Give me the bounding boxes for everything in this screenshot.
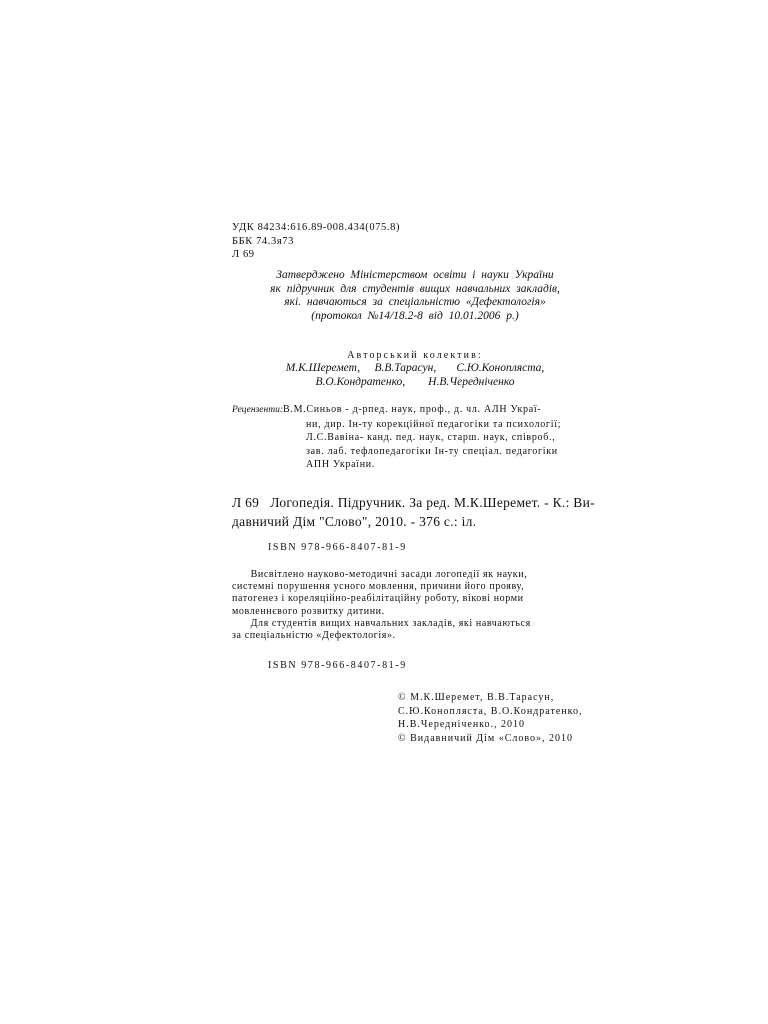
copyright-line: © Видавничий Дім «Слово», 2010: [398, 732, 574, 744]
copyright-line: С.Ю.Конопляста, В.О.Кондратенко,: [398, 705, 583, 717]
reviewer-line: АПН України.: [306, 459, 376, 471]
approval-line: Затверджено Міністерством освіти і науки України: [276, 269, 554, 281]
annotation: [232, 569, 600, 642]
reviewer-line: ни, дир. Ін-ту корекційної педагогіки та психології;: [306, 418, 562, 430]
copyright-line: Н.В.Чередніченко., 2010: [398, 719, 526, 730]
isbn-number: ISBN 978-966-8407-81-9: [268, 542, 407, 553]
isbn-number: ISBN 978-966-8407-81-9: [268, 660, 407, 671]
annotation-line: системні порушення усного мовлення, причини його прояву,: [232, 581, 525, 593]
biblio-line: Л 69 Логопедія. Підручник. За ред. М.К.Шеремет. - К.: Ви-: [232, 495, 595, 510]
bibliographic-entry: [232, 493, 598, 531]
approval-line: як підручник для студентів вищих навчальних закладів,: [270, 282, 560, 295]
udk-code: УДК 84234:616.89-008.434(075.8): [232, 222, 401, 233]
bbk-code: ББК 74.3я73: [232, 235, 294, 247]
reviewer-line: Л.С.Вавіна- канд. пед. наук, старш. наук, співроб.,: [306, 432, 556, 444]
reviewer-line: зав. лаб. тефлопедагогіки Ін-ту спеціал. педагогіки: [306, 445, 558, 457]
classification-block: [232, 221, 400, 262]
authors-heading: Авторський колектив:: [347, 350, 483, 361]
authors-line: В.О.Кондратенко, Н.В.Чередніченко: [315, 375, 515, 388]
approval-line: (протокол №14/18.2-8 від 10.01.2006 р.): [311, 309, 519, 322]
copyright-block: [398, 691, 582, 745]
approval-line: які. навчаються за спеціальністю «Дефектологія»: [284, 296, 546, 309]
authors-line: М.К.Шеремет, В.В.Тарасун, С.Ю.Конопляста,: [285, 362, 545, 374]
annotation-line: за спеціальністю «Дефектологія».: [232, 630, 396, 642]
biblio-line: давничий Дім "Слово", 2010. - 376 с.: іл.: [232, 514, 477, 529]
ministry-approval: [232, 269, 598, 323]
reviewers-label: Рецензенти:: [232, 405, 284, 415]
annotation-line: Висвітлено науково-методичні засади логопедії як науки,: [232, 569, 528, 580]
annotation-line: мовленнєвого розвитку дитини.: [232, 605, 385, 617]
copyright-line: © М.К.Шеремет, В.В.Тарасун,: [398, 692, 555, 703]
reviewer-line: В.М.Синьов - д-рпед. наук, проф., д. чл. АЛН Украї-: [283, 404, 542, 415]
reviewers-block: [232, 403, 600, 472]
authors-list: [232, 362, 598, 389]
author-mark: Л 69: [232, 249, 255, 261]
annotation-line: Для студентів вищих навчальних закладів, які навчаються: [232, 617, 531, 629]
annotation-line: патогенез і кореляційно-реабілітаційну роботу, вікові норми: [232, 593, 524, 605]
